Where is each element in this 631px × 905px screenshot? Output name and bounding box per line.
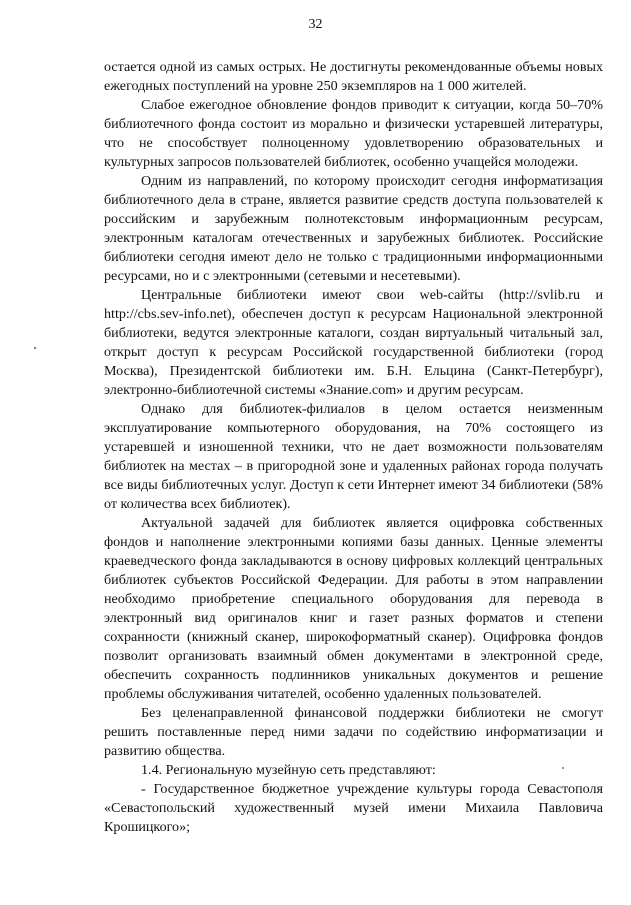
page-body [104,58,603,837]
margin-mark [34,347,36,349]
list-item-art-museum: - Государственное бюджетное учреждение культуры города Севастополя «Севастопольский художественный музей имени Михаила Павловича Крошицкого»; [104,781,603,835]
section-heading-museum-network: 1.4. Региональную музейную сеть представляют: [141,762,436,778]
paragraph-central-libraries: Центральные библиотеки имеют свои web-сайты (http://svlib.ru и http://cbs.sev-info.net), обеспечен доступ к ресурсам Национальной электронной библиотеки, ведутся электронные каталоги, создан виртуальный читальный зал, открыт доступ к ресурсам Российской государственной библиотеки (город Москва), Президентской библиотеки им. Б.Н. Ельцина (Санкт-Петербург), электронно-библиотечной системы «Знание.com» и другим ресурсам. [104,287,603,398]
paragraph-branch-libraries: Однако для библиотек-филиалов в целом остается неизменным эксплуатирование компьютерного оборудования, на 70% состоящего из устаревшей и изношенной техники, что не дает возможности пользователям библиотек на местах – в пригородной зоне и удаленных районах города получать все виды библиотечных услуг. Доступ к сети Интернет имеют 34 библиотеки (58% от количества всех библиотек). [104,401,603,512]
paragraph-digitization: Актуальной задачей для библиотек является оцифровка собственных фондов и наполнение электронными копиями базы данных. Ценные элементы краеведческого фонда закладываются в основу цифровых коллекций центральных библиотек субъектов Российской Федерации. Для работы в этом направлении необходимо приобретение специального оборудования для перевода в электронный вид оригиналов книг и газет разных форматов и степени сохранности (книжный сканер, широкоформатный сканер). Оцифровка фондов позволит организовать взаимный обмен документами в электронной среде, обеспечить сохранность подлинников уникальных документов и решение проблемы обслуживания читателей, особенно удаленных пользователей. [104,515,603,702]
paragraph-informatization: Одним из направлений, по которому происходит сегодня информатизация библиотечного дела в стране, является развитие средств доступа пользователей к российским и зарубежным полнотекстовым информационным ресурсам, электронным каталогам отечественных и зарубежных библиотек. Российские библиотеки сегодня имеют дело не только с традиционными информационными ресурсами, но и с электронными (сетевыми и несетевыми). [104,173,603,284]
page-number: 32 [308,17,323,32]
paragraph-financial-support: Без целенаправленной финансовой поддержки библиотеки не смогут решить поставленные перед ними задачи по содействию информатизации и развитию общества. [104,705,603,759]
paragraph-fund-renewal: Слабое ежегодное обновление фондов приводит к ситуации, когда 50–70% библиотечного фонда состоит из морально и физически устаревшей литературы, что не способствует полноценному удовлетворению образовательных и культурных запросов пользователей библиотек, особенно учащейся молодежи. [104,97,603,170]
paragraph-continuation: остается одной из самых острых. Не достигнуты рекомендованные объемы новых ежегодных поступлений на уровне 250 экземпляров на 1 000 жителей. [104,59,603,94]
